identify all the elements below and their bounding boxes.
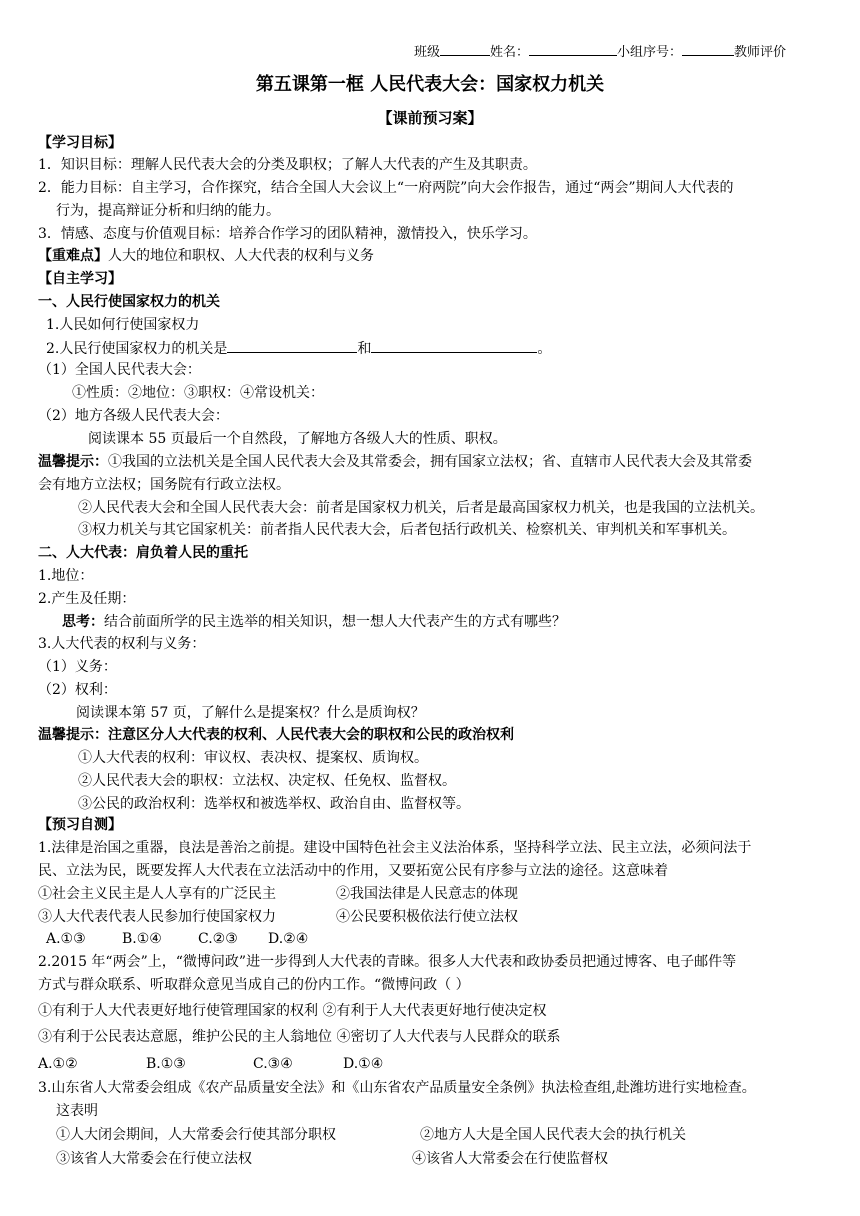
tip-two-line-a: ①人大代表的权利：审议权、表决权、提案权、质询权。 — [78, 750, 428, 766]
name-label: 姓名： — [490, 45, 530, 60]
think-label: 思考： — [62, 614, 104, 630]
q3-stem-a: 3.山东省人大常委会组成《农产品质量安全法》和《山东省农产品质量安全条例》执法检查组,赴潍坊进行实地检查。 — [38, 1080, 756, 1096]
item-1-2 — [46, 337, 551, 360]
goals-heading: 【学习目标】 — [38, 135, 122, 151]
goal-ability: 2．能力目标：自主学习，合作探究，结合全国人大会议上“一府两院”向大会作报告，通过“两会”期间人大代表的 — [38, 180, 734, 196]
think-line — [62, 611, 566, 633]
q1-stem-a: 1.法律是治国之重器，良法是善治之前提。建设中国特色社会主义法治体系，坚持科学立法、民主立法，必须问法于 — [38, 840, 752, 856]
class-blank[interactable] — [440, 40, 490, 56]
tip-one-line-b: 会有地方立法权；国务院有行政立法权。 — [38, 477, 290, 493]
tip-one-line-a — [38, 451, 752, 473]
item-npc: （1）全国人民代表大会： — [38, 362, 201, 378]
q1-choice-d[interactable]: D.②④ — [268, 931, 309, 947]
q1-choice-b[interactable]: B.①④ — [122, 931, 162, 947]
tip-one-line-c: ②人民代表大会和全国人民代表大会：前者是国家权力机关，后者是最高国家权力机关，也是我国的立法机关。 — [78, 500, 764, 516]
q2-choice-c[interactable]: C.③④ — [253, 1056, 293, 1072]
class-label: 班级 — [414, 45, 441, 60]
goal-knowledge: 1．知识目标：理解人民代表大会的分类及职权；了解人大代表的产生及其职责。 — [38, 157, 537, 173]
item-1-2-end: 。 — [537, 341, 552, 357]
tip-one-text-a: ①我国的立法机关是全国人民代表大会及其常委会，拥有国家立法权；省、直辖市人民代表大会及其常委 — [108, 454, 752, 470]
item-2-2: 2.产生及任期： — [38, 591, 136, 607]
section-two-title: 二、人大代表：肩负着人民的重托 — [38, 545, 248, 561]
q3-option-1: ①人大闭会期间，人大常委会行使其部分职权 — [56, 1127, 336, 1143]
q2-options-3-4: ③有利于公民表达意愿，维护公民的主人翁地位 ④密切了人大代表与人民群众的联系 — [38, 1029, 561, 1045]
tip-one-line-d: ③权力机关与其它国家机关：前者指人民代表大会，后者包括行政机关、检察机关、审判机关和军事机关。 — [78, 522, 736, 538]
tip-two-title: 温馨提示：注意区分人大代表的权利、人民代表大会的职权和公民的政治权利 — [38, 727, 514, 743]
item-local-npc: （2）地方各级人民代表大会： — [38, 408, 229, 424]
tip-two-line-c: ③公民的政治权利：选举权和被选举权、政治自由、监督权等。 — [78, 796, 470, 812]
q2-stem-b: 方式与群众联系、听取群众意见当成自己的份内工作。“微博问政（ ） — [38, 977, 470, 993]
item-2-3: 3.人大代表的权利与义务： — [38, 636, 206, 652]
item-2-3-read: 阅读课本第 57 页，了解什么是提案权？什么是质询权？ — [76, 705, 425, 721]
item-2-1: 1.地位： — [38, 568, 94, 584]
organ-blank-2[interactable] — [371, 337, 537, 353]
name-blank[interactable] — [529, 40, 617, 56]
q1-choice-a[interactable]: A.①③ — [46, 931, 86, 947]
q1-option-4: ④公民要积极依法行使立法权 — [336, 909, 518, 925]
header-fields — [414, 40, 786, 64]
organ-blank-1[interactable] — [227, 337, 357, 353]
q2-choice-b[interactable]: B.①③ — [146, 1056, 186, 1072]
group-blank[interactable] — [682, 40, 734, 56]
quiz-heading: 【预习自测】 — [38, 817, 122, 833]
goal-ability-cont: 行为，提高辩证分析和归纳的能力。 — [56, 203, 280, 219]
teacher-label: 教师评价 — [734, 45, 787, 60]
key-points-text: 人大的地位和职权、人大代表的权利与义务 — [108, 248, 374, 264]
item-2-3-duty: （1）义务： — [38, 659, 117, 675]
item-1-2-text: 2.人民行使国家权力的机关是 — [46, 341, 228, 357]
item-1-2-and: 和 — [357, 341, 372, 357]
q1-stem-b: 民、立法为民，既要发挥人大代表在立法活动中的作用，又要拓宽公民有序参与立法的途径。这意味着 — [38, 863, 668, 879]
item-1-1: 1.人民如何行使国家权力 — [46, 317, 200, 333]
q3-option-3: ③该省人大常委会在行使立法权 — [56, 1151, 252, 1167]
section-one-title: 一、人民行使国家权力的机关 — [38, 294, 220, 310]
tip-two-line-b: ②人民代表大会的职权：立法权、决定权、任免权、监督权。 — [78, 773, 456, 789]
page-title: 第五课第一框 人民代表大会：国家权力机关 — [255, 74, 605, 95]
think-text: 结合前面所学的民主选举的相关知识，想一想人大代表产生的方式有哪些？ — [104, 614, 566, 630]
q1-option-3: ③人大代表代表人民参加行使国家权力 — [38, 909, 276, 925]
tip-one-label: 温馨提示： — [38, 454, 108, 470]
q2-options-1-2: ①有利于人大代表更好地行使管理国家的权利 ②有利于人大代表更好地行使决定权 — [38, 1003, 547, 1019]
q2-stem-a: 2.2015 年“两会”上，“微博问政”进一步得到人大代表的青睐。很多人大代表和政协委员把通过博客、电子邮件等 — [38, 954, 737, 970]
q3-stem-b: 这表明 — [56, 1103, 98, 1119]
q3-option-2: ②地方人大是全国人民代表大会的执行机关 — [420, 1127, 686, 1143]
group-label: 小组序号： — [617, 45, 683, 60]
page-subtitle: 【课前预习案】 — [377, 109, 483, 127]
q1-choice-c[interactable]: C.②③ — [198, 931, 238, 947]
q2-choice-d[interactable]: D.①④ — [343, 1056, 384, 1072]
key-points — [38, 245, 374, 267]
goal-emotion: 3．情感、态度与价值观目标：培养合作学习的团队精神，激情投入，快乐学习。 — [38, 226, 537, 242]
q3-option-4: ④该省人大常委会在行使监督权 — [412, 1151, 608, 1167]
item-2-3-rights: （2）权利： — [38, 682, 117, 698]
q1-option-1: ①社会主义民主是人人享有的广泛民主 — [38, 886, 276, 902]
key-points-label: 【重难点】 — [38, 248, 108, 264]
q1-option-2: ②我国法律是人民意志的体现 — [336, 886, 518, 902]
item-npc-detail: ①性质：②地位：③职权：④常设机关： — [72, 385, 324, 401]
q2-choice-a[interactable]: A.①② — [38, 1056, 78, 1072]
item-local-npc-read: 阅读课本 55 页最后一个自然段，了解地方各级人大的性质、职权。 — [88, 431, 507, 447]
self-study-heading: 【自主学习】 — [38, 271, 122, 287]
